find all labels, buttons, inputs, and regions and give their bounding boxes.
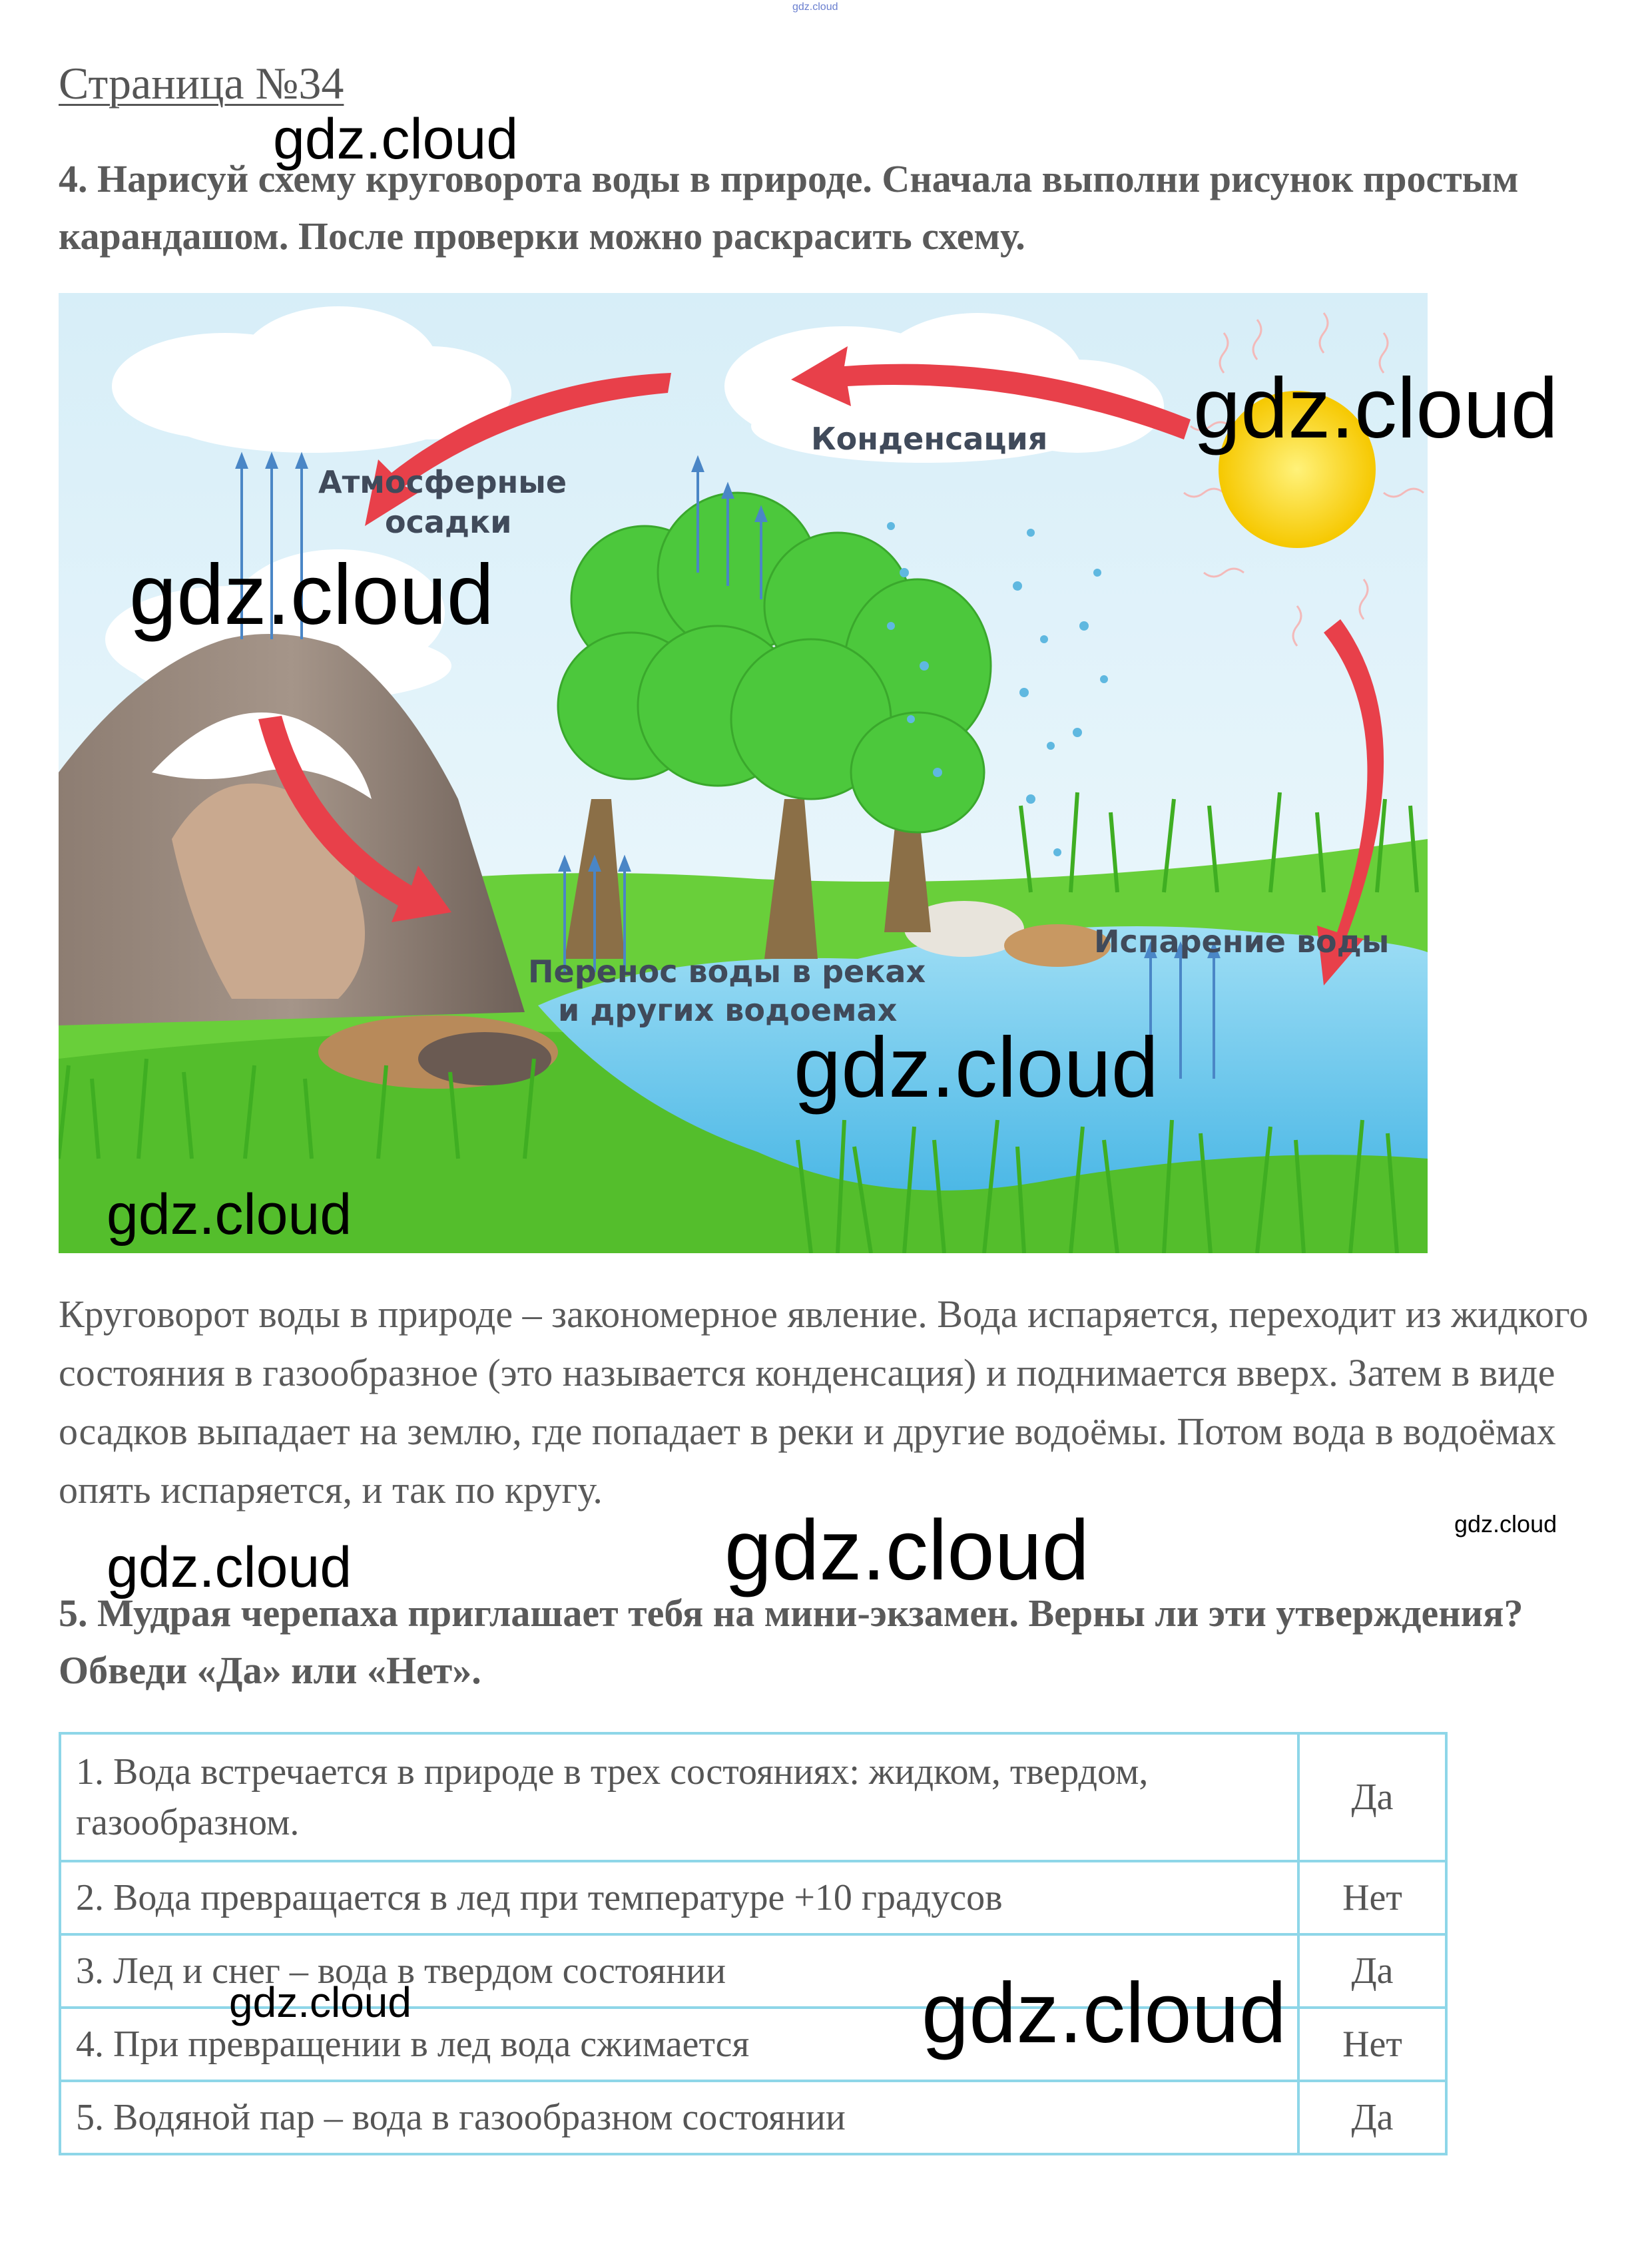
watermark: gdz.cloud xyxy=(107,1183,352,1247)
watermark: gdz.cloud xyxy=(1454,1510,1557,1538)
top-watermark: gdz.cloud xyxy=(792,1,838,13)
watermark: gdz.cloud xyxy=(129,547,494,643)
statement-cell: 4. При превращении в лед вода сжимается xyxy=(60,2008,1298,2081)
watermark: gdz.cloud xyxy=(1193,361,1558,456)
table-row xyxy=(60,1861,1446,1934)
answer-cell[interactable]: Да xyxy=(1298,2081,1446,2154)
label-precipitation-1: Атмосферные xyxy=(318,464,567,500)
table-row xyxy=(60,1733,1446,1861)
answer-cell[interactable]: Да xyxy=(1298,1733,1446,1861)
watermark: gdz.cloud xyxy=(724,1503,1089,1598)
watermark: gdz.cloud xyxy=(107,1536,352,1599)
statement-cell: 5. Водяной пар – вода в газообразном состоянии xyxy=(60,2081,1298,2154)
watermark: gdz.cloud xyxy=(273,107,519,171)
label-transfer-2: и других водоемах xyxy=(558,992,898,1028)
table-row xyxy=(60,2081,1446,2154)
statement-cell: 1. Вода встречается в природе в трех состояниях: жидком, твердом, газообразном. xyxy=(60,1733,1298,1861)
answers-table xyxy=(59,1732,1448,2155)
label-condensation: Конденсация xyxy=(811,421,1048,457)
label-evaporation: Испарение воды xyxy=(1094,924,1390,960)
task-4-text: 4. Нарисуй схему круговорота воды в природе. Сначала выполни рисунок простым карандашом. После проверки можно раскрасить схему. xyxy=(59,157,1519,258)
task-5-text: 5. Мудрая черепаха приглашает тебя на мини-экзамен. Верны ли эти утверждения? Обведи «Да» или «Нет». xyxy=(59,1591,1523,1692)
page-title: Страница №34 xyxy=(59,58,344,109)
answer-cell[interactable]: Нет xyxy=(1298,2008,1446,2081)
watermark: gdz.cloud xyxy=(229,1978,412,2026)
label-transfer-1: Перенос воды в реках xyxy=(528,954,926,989)
statement-cell: 3. Лед и снег – вода в твердом состоянии xyxy=(60,1934,1298,2008)
answer-cell[interactable]: Да xyxy=(1298,1934,1446,2008)
explanation-paragraph: Круговорот воды в природе – закономерное явление. Вода испаряется, переходит из жидкого состояния в газообразное (это называется конденсация) и поднимается вверх. Затем в виде осадков выпадает на землю, где попадает в реки и другие водоёмы. Потом вода в водоёмах опять испаряется, и так по кругу. xyxy=(59,1292,1589,1512)
label-precipitation-2: осадки xyxy=(385,504,512,540)
watermark: gdz.cloud xyxy=(794,1020,1159,1115)
watermark: gdz.cloud xyxy=(922,1966,1286,2061)
statement-cell: 2. Вода превращается в лед при температуре +10 градусов xyxy=(60,1861,1298,1934)
answer-cell[interactable]: Нет xyxy=(1298,1861,1446,1934)
